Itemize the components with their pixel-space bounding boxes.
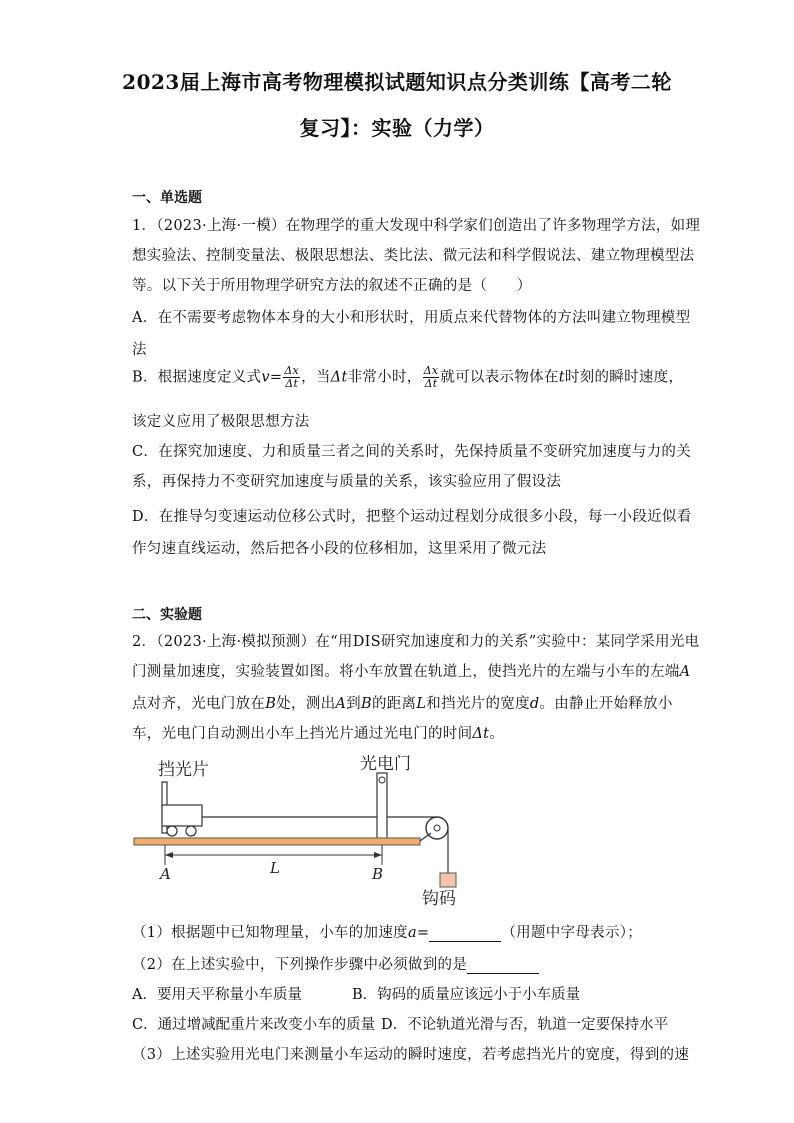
q2-line4-t2: 。 — [489, 726, 505, 742]
diagram-label-l: L — [270, 859, 280, 877]
q2-line3-t5: 和挡光片的宽度 — [426, 696, 530, 712]
point-a-symbol-2: A — [335, 696, 347, 712]
page-title-line1: 2023届上海市高考物理模拟试题知识点分类训练【高考二轮 — [122, 70, 672, 94]
point-b-symbol: B — [265, 696, 277, 712]
q2-line3-t6: 。由静止开始释放小 — [539, 696, 673, 712]
q2-sub3: （3）上述实验用光电门来测量小车运动的瞬时速度，若考虑挡光片的宽度，得到的速 — [132, 1047, 690, 1063]
q2-sub1 — [132, 921, 642, 942]
cart-wheel-left — [167, 826, 177, 836]
delta-t-symbol: Δt — [330, 369, 348, 386]
answer-blank-2[interactable] — [467, 959, 539, 974]
pulley-axle — [434, 825, 440, 831]
q2-stem-line1: 2．（2023·上海·模拟预测）在“用DIS研究加速度和力的关系”实验中：某同学采用光电 — [132, 634, 700, 650]
q1-stem-line1: 1．（2023·上海·一模）在物理学的重大发现中科学家们创造出了许多物理学方法，如理 — [132, 218, 701, 234]
shutter-label: 挡光片 — [158, 760, 209, 779]
photogate-post — [377, 773, 387, 844]
q1-option-b-text3: 就可以表示物体在 — [440, 369, 559, 386]
q2-stem-line2 — [132, 660, 690, 681]
q2-line3-t3: 到 — [346, 696, 361, 712]
length-l-symbol: L — [416, 696, 427, 712]
arrow-right-icon — [374, 852, 382, 858]
photogate-sensor-icon — [379, 777, 385, 783]
weight-label: 钩码 — [422, 889, 456, 908]
q1-option-c-line1: C．在探究加速度、力和质量三者之间的关系时，先保持质量不变研究加速度与力的关 — [132, 444, 691, 460]
point-a-symbol: A — [679, 664, 691, 680]
answer-blank-1[interactable] — [429, 927, 501, 942]
fraction-dx-dt-2 — [423, 365, 440, 390]
q2-line4-t1: 车，光电门自动测出小车上挡光片通过光电门的时间 — [132, 726, 473, 742]
fraction-numerator-2: Δx — [423, 364, 439, 377]
q2-options-row1 — [132, 983, 581, 1004]
pulley-bracket — [420, 833, 431, 841]
q2-sub1-suffix: （用题中字母表示）； — [501, 925, 643, 941]
q1-option-b-prefix: B．根据速度定义式 — [132, 369, 262, 386]
hanging-weight — [440, 873, 456, 887]
page-title-line2: 复习】：实验（力学） — [299, 116, 495, 140]
q1-option-b-text4: 时刻的瞬时速度， — [564, 369, 684, 386]
q2-sub2 — [132, 953, 539, 974]
q2-option-c: C．通过增减配重片来改变小车的质量 — [132, 1017, 376, 1033]
cart-wheel-right — [186, 826, 196, 836]
point-b-symbol-2: B — [360, 696, 372, 712]
fraction-denominator: Δt — [285, 377, 299, 390]
arrow-left-icon — [165, 852, 173, 858]
q1-stem-line2: 想实验法、控制变量法、极限思想法、类比法、微元法和科学假说法、建立物理模型法 — [132, 248, 695, 264]
diagram-label-b: B — [372, 865, 384, 883]
q2-option-b: B．钩码的质量应该远小于小车质量 — [352, 987, 581, 1003]
q2-option-d: D．不论轨道光滑与否，轨道一定要保持水平 — [381, 1017, 669, 1033]
q1-option-b-text1: ，当 — [301, 369, 331, 386]
q1-stem-line3: 等。以下关于所用物理学研究方法的叙述不正确的是（ ） — [132, 278, 532, 294]
experiment-apparatus-diagram — [132, 755, 462, 910]
diagram-label-a: A — [160, 865, 171, 883]
fraction-denominator-2: Δt — [424, 377, 438, 390]
q1-option-b-line2: 该定义应用了极限思想方法 — [132, 414, 310, 430]
equals-sign: = — [416, 925, 430, 941]
q2-sub1-text: （1）根据题中已知物理量，小车的加速度 — [132, 925, 408, 941]
photogate-label: 光电门 — [360, 755, 411, 773]
cart-body — [162, 805, 202, 826]
q1-option-b-text2: 非常小时， — [347, 369, 422, 386]
time-symbol: t — [558, 369, 565, 386]
width-d-symbol: d — [529, 696, 540, 712]
fraction-dx-dt — [283, 365, 300, 390]
q2-sub2-text: （2）在上述实验中，下列操作步骤中必须做到的是 — [132, 957, 468, 973]
q1-option-b-line1 — [132, 365, 683, 390]
q2-option-a: A．要用天平称量小车质量 — [132, 987, 302, 1003]
q1-option-a-line1: A．在不需要考虑物体本身的大小和形状时，用质点来代替物体的方法叫建立物理模型 — [132, 310, 691, 326]
q2-line3-t4: 的距离 — [371, 696, 417, 712]
delta-t-symbol-2: Δt — [472, 726, 490, 742]
track — [134, 838, 420, 845]
section-heading-experiment: 二、实验题 — [132, 607, 202, 623]
q2-stem-line2-text: 门测量加速度，实验装置如图。将小车放置在轨道上，使挡光片的左端与小车的左端 — [132, 664, 680, 680]
q2-line3-t2: 处，测出 — [276, 696, 336, 712]
q2-options-row2 — [132, 1013, 669, 1034]
q2-stem-line3 — [132, 692, 673, 713]
q2-stem-line4 — [132, 722, 504, 743]
velocity-symbol: v= — [261, 369, 283, 386]
fraction-numerator: Δx — [284, 364, 300, 377]
q1-option-c-line2: 系，再保持力不变研究加速度与质量的关系，该实验应用了假设法 — [132, 474, 562, 490]
q1-option-d-line1: D．在推导匀变速运动位移公式时，把整个运动过程划分成很多小段，每一小段近似看 — [132, 509, 692, 525]
acceleration-symbol: a — [407, 925, 417, 941]
section-heading-single-choice: 一、单选题 — [132, 190, 202, 206]
q1-option-a-line2: 法 — [132, 342, 147, 358]
q1-option-d-line2: 作匀速直线运动，然后把各小段的位移相加，这里采用了微元法 — [132, 541, 547, 557]
q2-line3-t1: 点对齐，光电门放在 — [132, 696, 266, 712]
